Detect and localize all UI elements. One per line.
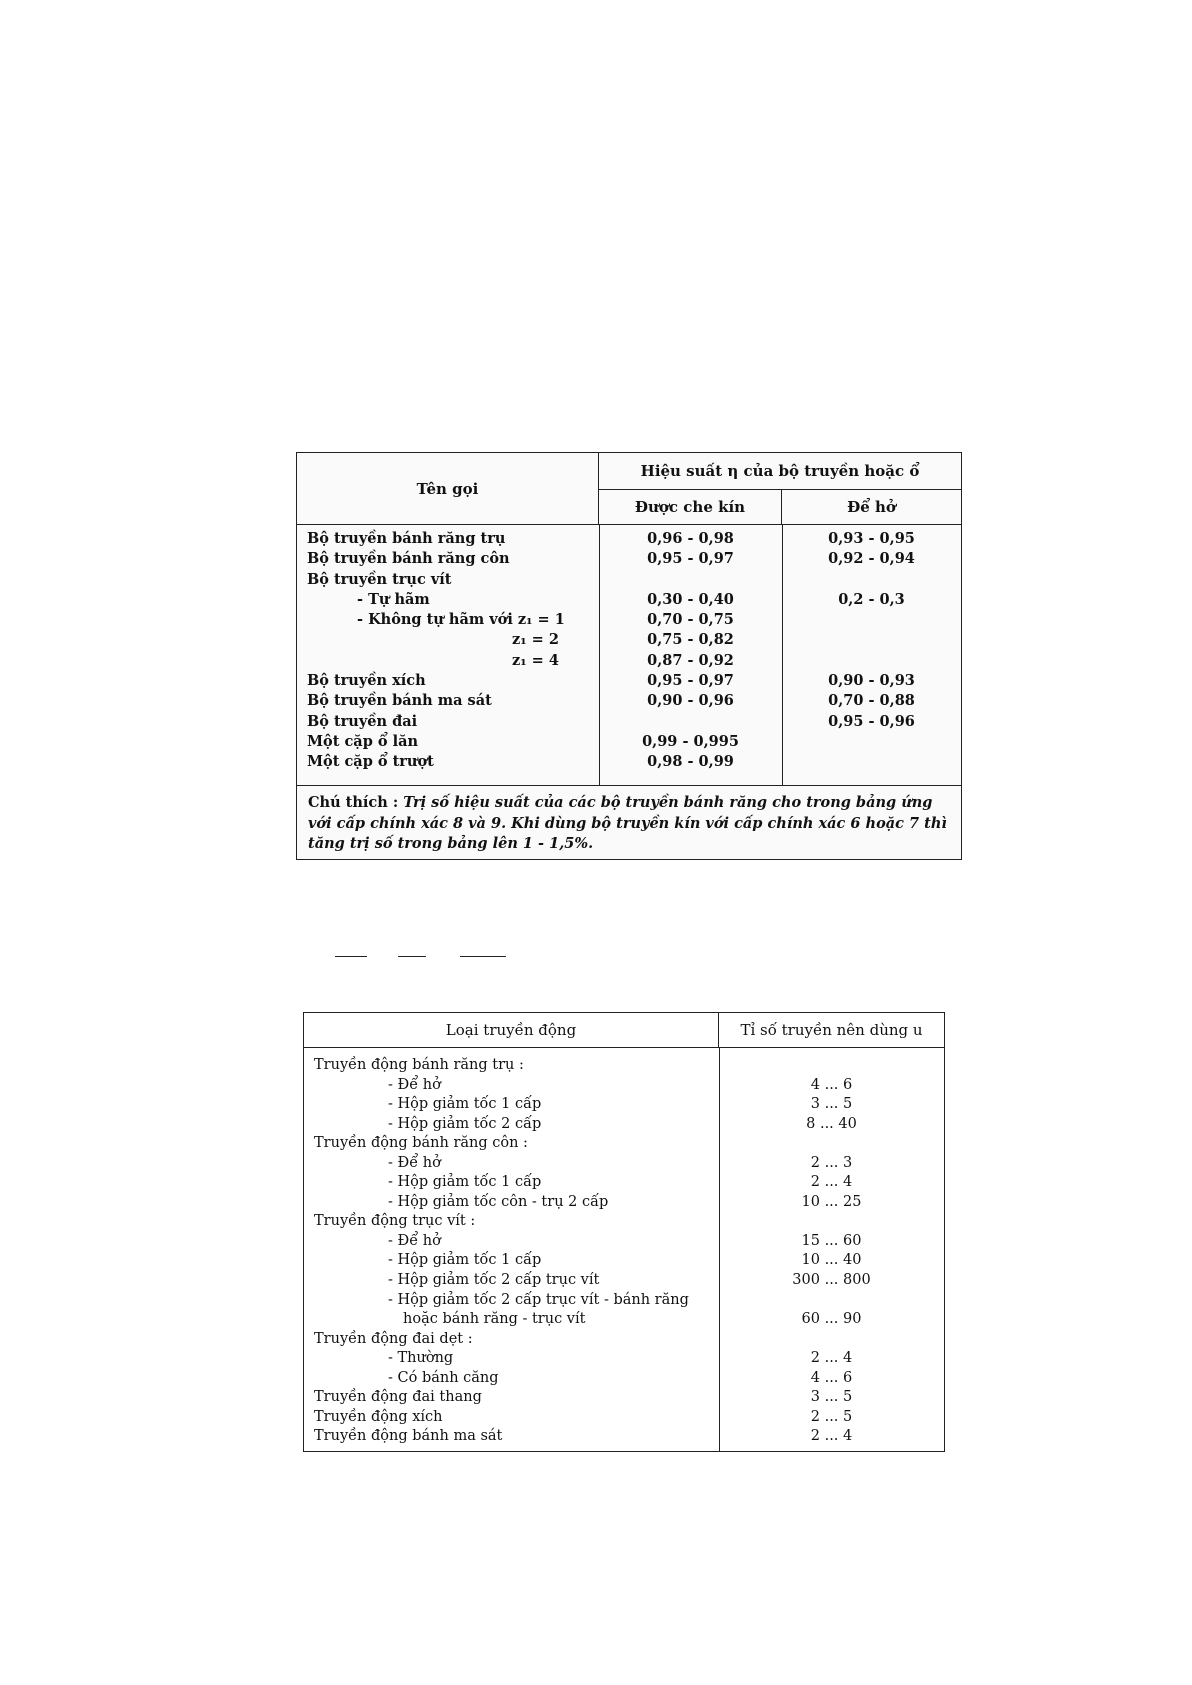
- row-ratio: 4 ... 6: [810, 1369, 853, 1386]
- header-ratio: Tỉ số truyền nên dùng u: [719, 1013, 944, 1048]
- table-row: [304, 1193, 944, 1213]
- row-type: - Hộp giảm tốc 1 cấp: [388, 1174, 542, 1191]
- rule-line: [335, 956, 367, 957]
- note-text: Trị số hiệu suất của các bộ truyền bánh răng cho trong bảng ứng với cấp chính xác 8 và 9. Khi dùng bộ truyền kín với cấp chính xác 6 hoặc 7 thì tăng trị số trong bảng lên 1 - 1,5%.: [308, 794, 947, 852]
- table-row: [297, 610, 961, 630]
- row-name: Bộ truyền xích: [307, 672, 426, 690]
- row-open: 0,92 - 0,94: [828, 550, 915, 568]
- row-open: 0,95 - 0,96: [828, 712, 915, 730]
- table-row: [304, 1095, 944, 1115]
- table-note: [308, 793, 950, 855]
- row-ratio: 8 ... 40: [806, 1115, 857, 1132]
- table-row: [297, 691, 961, 711]
- table-rows: [304, 1056, 944, 1447]
- row-type: Truyền động đai dẹt :: [314, 1330, 473, 1347]
- row-type: hoặc bánh răng - trục vít: [403, 1311, 586, 1328]
- table-row: [304, 1330, 944, 1350]
- note-label: Chú thích :: [308, 794, 404, 811]
- table-row: [297, 651, 961, 671]
- row-name: - Tự hãm: [357, 590, 430, 608]
- row-type: - Hộp giảm tốc côn - trụ 2 cấp: [388, 1193, 609, 1210]
- row-name: Bộ truyền bánh răng côn: [307, 550, 510, 568]
- table-row: [304, 1134, 944, 1154]
- header-closed: Được che kín: [599, 490, 782, 525]
- header-open: Để hở: [782, 490, 961, 525]
- row-ratio: 2 ... 4: [810, 1428, 853, 1445]
- table-row: [304, 1056, 944, 1076]
- note-divider: [297, 785, 961, 786]
- table-row: [304, 1076, 944, 1096]
- table-row: [297, 630, 961, 650]
- row-name: Một cặp ổ lăn: [307, 732, 419, 750]
- row-name: Bộ truyền trục vít: [307, 570, 452, 588]
- row-closed: 0,70 - 0,75: [647, 611, 734, 629]
- table-row: [297, 590, 961, 610]
- row-type: - Hộp giảm tốc 1 cấp: [388, 1096, 542, 1113]
- table-row: [304, 1251, 944, 1271]
- row-type: - Hộp giảm tốc 2 cấp trục vít: [388, 1272, 600, 1289]
- row-ratio: 10 ... 25: [801, 1193, 862, 1210]
- row-open: 0,70 - 0,88: [828, 692, 915, 710]
- table-row: [297, 752, 961, 772]
- row-open: 0,2 - 0,3: [838, 590, 905, 608]
- row-name: Bộ truyền đai: [307, 712, 418, 730]
- table-row: [304, 1173, 944, 1193]
- row-type: Truyền động bánh răng côn :: [314, 1135, 528, 1152]
- table-row: [297, 549, 961, 569]
- header-efficiency: Hiệu suất η của bộ truyền hoặc ổ: [599, 453, 961, 490]
- row-name: Một cặp ổ trượt: [307, 753, 434, 771]
- ratio-table: [303, 1012, 945, 1452]
- header-name: Tên gọi: [297, 453, 599, 525]
- row-closed: 0,30 - 0,40: [647, 590, 734, 608]
- table-row: [297, 671, 961, 691]
- table-row: [304, 1310, 944, 1330]
- row-type: - Để hở: [388, 1154, 441, 1171]
- row-type: - Thường: [388, 1350, 454, 1367]
- rule-line: [398, 956, 426, 957]
- row-type: Truyền động bánh ma sát: [314, 1428, 503, 1445]
- row-ratio: 2 ... 5: [810, 1408, 853, 1425]
- row-ratio: 60 ... 90: [801, 1311, 862, 1328]
- efficiency-table: [296, 452, 962, 860]
- table-row: [304, 1232, 944, 1252]
- table-row: [304, 1154, 944, 1174]
- row-ratio: 2 ... 4: [810, 1174, 853, 1191]
- row-name: z₁ = 4: [512, 651, 559, 669]
- table-row: [297, 529, 961, 549]
- table-row: [304, 1291, 944, 1311]
- row-type: - Để hở: [388, 1232, 441, 1249]
- row-type: Truyền động bánh răng trụ :: [314, 1057, 524, 1073]
- table-row: [297, 732, 961, 752]
- row-type: Truyền động đai thang: [314, 1389, 482, 1406]
- row-closed: 0,90 - 0,96: [647, 692, 734, 710]
- row-ratio: 3 ... 5: [810, 1389, 853, 1406]
- row-type: - Hộp giảm tốc 2 cấp trục vít - bánh răng: [388, 1291, 689, 1308]
- row-closed: 0,95 - 0,97: [647, 550, 734, 568]
- row-type: Truyền động xích: [314, 1408, 443, 1425]
- table-rows: [297, 529, 961, 773]
- row-type: - Để hở: [388, 1076, 441, 1093]
- row-type: Truyền động trục vít :: [314, 1213, 476, 1230]
- row-ratio: 300 ... 800: [792, 1272, 871, 1289]
- table-row: [304, 1388, 944, 1408]
- row-closed: 0,96 - 0,98: [647, 530, 734, 547]
- row-open: 0,93 - 0,95: [828, 530, 915, 547]
- header-type: Loại truyền động: [304, 1013, 719, 1048]
- row-closed: 0,99 - 0,995: [642, 732, 739, 750]
- table-row: [297, 712, 961, 732]
- row-closed: 0,75 - 0,82: [647, 631, 734, 649]
- table-row: [304, 1271, 944, 1291]
- row-ratio: 4 ... 6: [810, 1076, 853, 1093]
- row-open: 0,90 - 0,93: [828, 672, 915, 690]
- row-ratio: 10 ... 40: [801, 1252, 862, 1269]
- rule-line: [460, 956, 506, 957]
- row-ratio: 15 ... 60: [801, 1232, 862, 1249]
- table-row: [304, 1115, 944, 1135]
- row-closed: 0,95 - 0,97: [647, 672, 734, 690]
- row-closed: 0,98 - 0,99: [647, 753, 734, 771]
- row-name: Bộ truyền bánh răng trụ: [307, 530, 506, 547]
- row-name: - Không tự hãm với z₁ = 1: [357, 611, 565, 629]
- table-row: [304, 1212, 944, 1232]
- table-row: [304, 1408, 944, 1428]
- row-name: Bộ truyền bánh ma sát: [307, 692, 492, 710]
- table-row: [304, 1349, 944, 1369]
- row-type: - Hộp giảm tốc 2 cấp: [388, 1115, 542, 1132]
- row-ratio: 2 ... 3: [810, 1154, 853, 1171]
- table-row: [304, 1427, 944, 1447]
- row-ratio: 3 ... 5: [810, 1096, 853, 1113]
- row-ratio: 2 ... 4: [810, 1350, 853, 1367]
- row-name: z₁ = 2: [512, 631, 559, 649]
- row-type: - Hộp giảm tốc 1 cấp: [388, 1252, 542, 1269]
- row-closed: 0,87 - 0,92: [647, 651, 734, 669]
- row-type: - Có bánh căng: [388, 1369, 499, 1386]
- table-row: [297, 570, 961, 590]
- table-row: [304, 1369, 944, 1389]
